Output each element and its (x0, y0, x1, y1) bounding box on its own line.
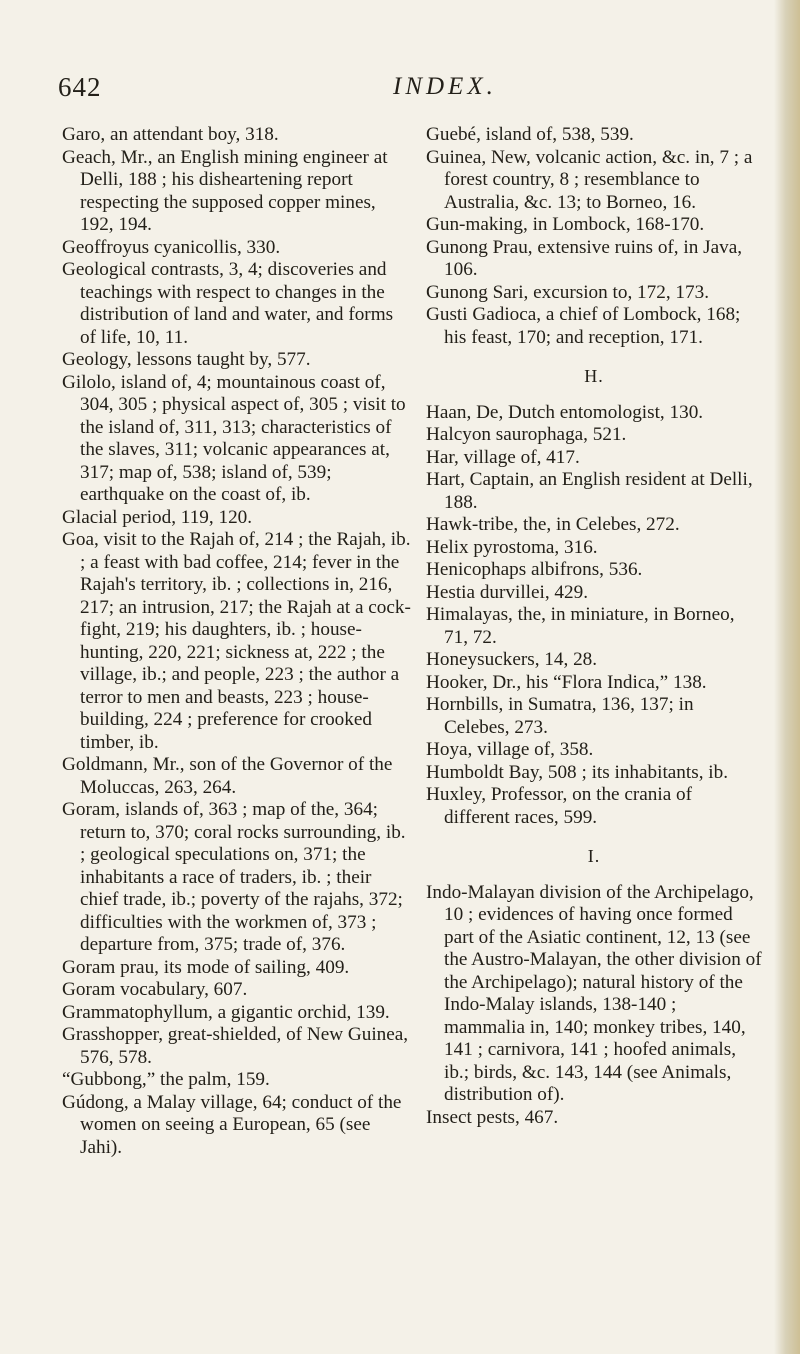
index-entry: Insect pests, 467. (426, 1106, 559, 1128)
index-entry: Halcyon saurophaga, 521. (426, 424, 627, 445)
index-entry: Hestia durvillei, 429. (426, 581, 588, 603)
index-entry: Grammatophyllum, a gigantic orchid, 139. (62, 1001, 390, 1023)
index-entry: Gúdong, a Malay village, 64; conduct of the women on seeing a European, 65 (see Jahi). (62, 1091, 402, 1158)
index-entry: Grasshopper, great-shielded, of New Guinea, 576, 578. (62, 1024, 409, 1068)
index-entry: Indo-Malayan division of the Archipelago, 10 ; evidences of having once formed part of the Asiatic continent, 12, 13 (see the Austro-Malayan, the other division of the Archipelago); natural history of the Indo-Malay islands, 138-140 ; mammalia in, 140; monkey tribes, 140, 141 ; carnivora, 141 ; hoofed animals, ib.; birds, &c. 143, 144 (see Animals, distribution of). (426, 881, 762, 1105)
index-entry: Glacial period, 119, 120. (62, 506, 253, 528)
index-entry: Guebé, island of, 538, 539. (426, 124, 634, 145)
index-entry: Gilolo, island of, 4; mountainous coast of, 304, 305 ; physical aspect of, 305 ; visit to the island of, 311, 313; characteristics of the slaves, 311; volcanic appearances at, 317; map of, 538; island of, 539; earthquake on the coast of, ib. (62, 371, 406, 505)
index-entry: Har, village of, 417. (426, 446, 580, 468)
index-entry: “Gubbong,” the palm, 159. (62, 1069, 270, 1090)
section-heading-i: I. (587, 846, 601, 866)
index-entry: Honeysuckers, 14, 28. (426, 649, 598, 670)
page-edge-shadow (774, 0, 800, 1354)
index-entry: Geach, Mr., an English mining engineer at Delli, 188 ; his disheartening report respecting the supposed copper mines, 192, 194. (62, 146, 388, 235)
index-entry: Hawk-tribe, the, in Celebes, 272. (426, 514, 680, 535)
index-entry: Guinea, New, volcanic action, &c. in, 7 ; a forest country, 8 ; resemblance to Australia, &c. 13; to Borneo, 16. (426, 146, 753, 213)
index-entry: Hornbills, in Sumatra, 136, 137; in Celebes, 273. (426, 694, 694, 738)
index-entry: Garo, an attendant boy, 318. (62, 124, 279, 145)
index-entry: Geology, lessons taught by, 577. (62, 349, 311, 370)
index-entry: Geological contrasts, 3, 4; discoveries and teachings with respect to changes in the distribution of land and water, and forms of life, 10, 11. (62, 259, 394, 348)
index-entry: Goram prau, its mode of sailing, 409. (62, 956, 350, 978)
index-entry: Goldmann, Mr., son of the Governor of the Moluccas, 263, 264. (62, 754, 393, 798)
index-entry: Huxley, Professor, on the crania of different races, 599. (426, 784, 693, 828)
page-header (58, 72, 758, 108)
index-entry: Helix pyrostoma, 316. (426, 536, 598, 558)
index-entry: Geoffroyus cyanicollis, 330. (62, 236, 281, 258)
index-entry: Gunong Sari, excursion to, 172, 173. (426, 281, 709, 303)
section-heading-h: H. (584, 366, 604, 386)
index-entry: Hoya, village of, 358. (426, 739, 594, 760)
index-entry: Henicophaps albifrons, 536. (426, 559, 643, 580)
page-number: 642 (58, 72, 102, 102)
running-title: INDEX. (393, 73, 497, 100)
index-entry: Gusti Gadioca, a chief of Lombock, 168; his feast, 170; and reception, 171. (426, 304, 741, 348)
index-entry: Himalayas, the, in miniature, in Borneo, 71, 72. (426, 604, 735, 648)
index-column-left (62, 124, 412, 1159)
index-entry: Hooker, Dr., his “Flora Indica,” 138. (426, 671, 707, 693)
index-entry: Humboldt Bay, 508 ; its inhabitants, ib. (426, 761, 729, 783)
index-entry: Goram vocabulary, 607. (62, 979, 248, 1000)
index-entry: Gunong Prau, extensive ruins of, in Java, 106. (426, 236, 743, 280)
index-entry: Haan, De, Dutch entomologist, 130. (426, 401, 704, 423)
index-entry: Gun-making, in Lombock, 168-170. (426, 214, 705, 235)
index-entry: Goa, visit to the Rajah of, 214 ; the Rajah, ib. ; a feast with bad coffee, 214; fever in the Rajah's territory, ib. ; collections in, 216, 217; an intrusion, 217; the Rajah at a cock-fight, 219; his daughters, ib. ; house-hunting, 220, 221; sickness at, 222 ; the village, ib.; and people, 223 ; the author a terror to men and beasts, 223 ; house-building, 224 ; preference for crooked timber, ib. (62, 529, 411, 753)
index-entry: Hart, Captain, an English resident at Delli, 188. (426, 469, 753, 513)
index-column-right (426, 124, 762, 1129)
index-entry: Goram, islands of, 363 ; map of the, 364; return to, 370; coral rocks surrounding, ib. ; geological speculations on, 371; the inhabitants a race of traders, ib. ; their chief trade, ib.; poverty of the rajahs, 372; difficulties with the workmen of, 373 ; departure from, 375; trade of, 376. (62, 799, 406, 955)
